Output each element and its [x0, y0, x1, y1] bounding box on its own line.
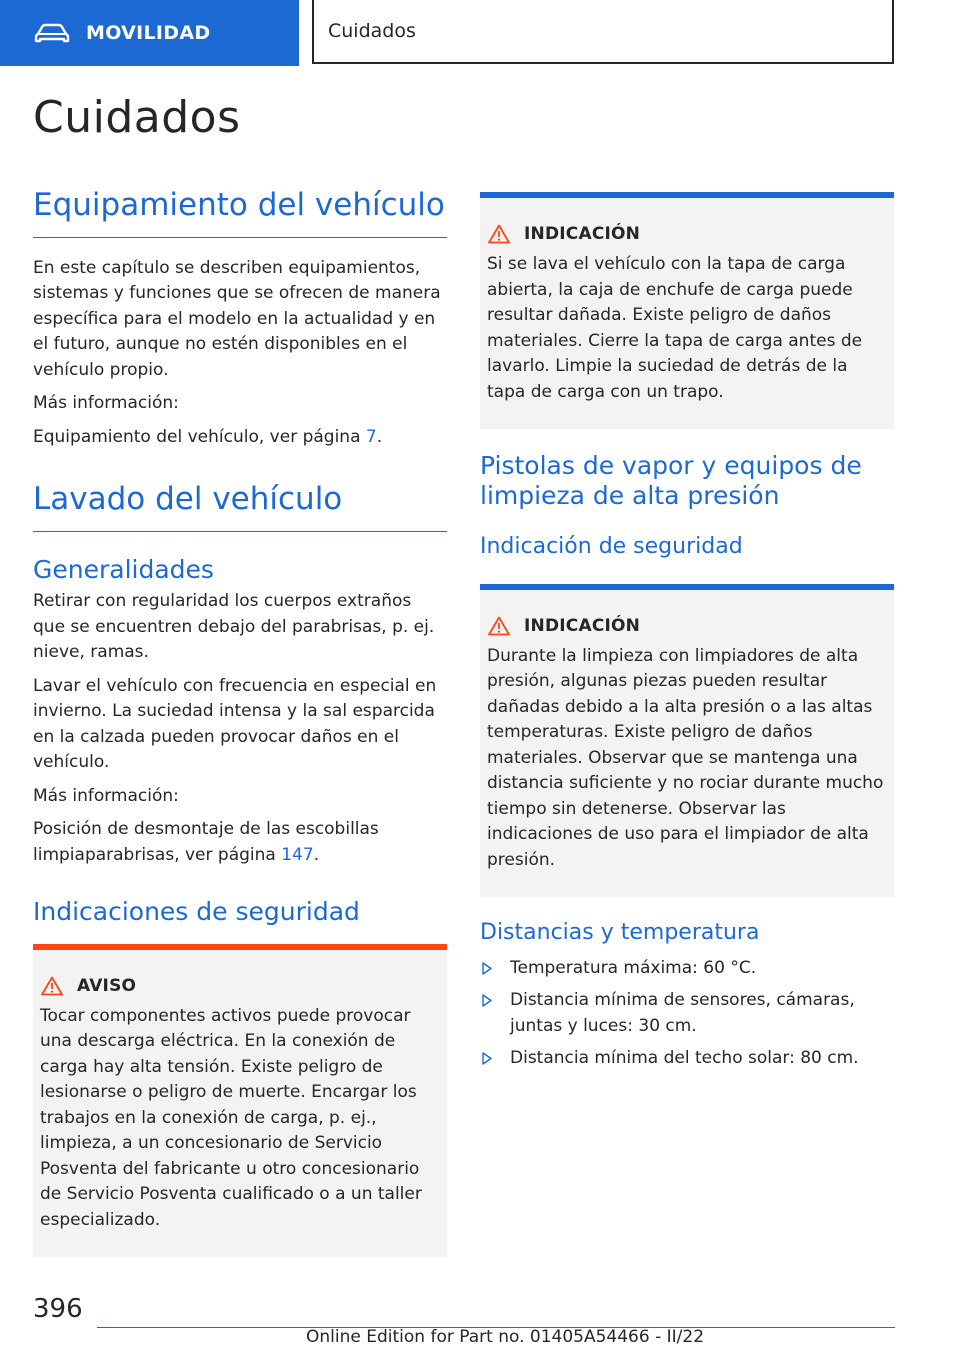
right-column [480, 192, 894, 1079]
generalidades-reference-text: Posición de desmontaje de las escobillas limpiaparabrisas, ver página [33, 819, 379, 865]
list-item-text: Distancia mínima de sensores, cámaras, juntas y luces: 30 cm. [510, 990, 855, 1036]
warning-triangle-icon [488, 616, 510, 636]
equipamiento-paragraph: En este capítulo se describen equipamientos, sistemas y funciones que se ofrecen de manera específica para el modelo en la actualidad y en el futuro, aunque no estén disponibles en el vehículo propio. [33, 257, 441, 380]
pistolas-heading: Pistolas de vapor y equipos de limpieza de alta presión [480, 451, 862, 510]
generalidades-paragraph-1: Retirar con regularidad los cuerpos extraños que se encuentren debajo del parabrisas, p. ej. nieve, ramas. [33, 591, 435, 663]
distancias-list [480, 956, 894, 1072]
aviso-text: Tocar componentes activos puede provocar una descarga eléctrica. En la conexión de carga hay alta tensión. Existe peligro de lesionarse o peligro de muerte. Encargar los trabajos en la conexión de carga, p. ej., limpieza, a un concesionario de Servicio Posventa del fabricante u otro concesionario de Servicio Posventa cualificado o a un taller especializado. [40, 1005, 422, 1230]
left-column [33, 186, 447, 1257]
triangle-bullet-icon [482, 994, 492, 1007]
warning-triangle-icon [488, 224, 510, 244]
indicacion-2-text: Durante la limpieza con limpiadores de alta presión, algunas piezas pueden resultar dañadas debido a la alta presión o a las altas temperaturas. Existe peligro de daños materiales. Observar que se mantenga una distancia suficiente y no rociar durante mucho tiempo sin detenerse. Observar las indicaciones de uso para el limpiador de alta presión. [487, 645, 884, 870]
distancias-heading: Distancias y temperatura [480, 920, 760, 946]
page-link-7[interactable]: 7 [365, 426, 377, 447]
list-item [480, 988, 894, 1039]
warning-triangle-icon [41, 976, 63, 996]
triangle-bullet-icon [482, 962, 492, 975]
triangle-bullet-icon [482, 1052, 492, 1065]
indicacion-box-1 [480, 192, 894, 429]
generalidades-reference: Posición de desmontaje de las escobillas limpiaparabrisas, ver página 147. [33, 819, 379, 865]
edition-note: Online Edition for Part no. 01405A54466 - II/22 [306, 1327, 705, 1347]
indicacion-box-2 [480, 584, 894, 898]
generalidades-more-info: Más información: [33, 785, 179, 806]
indicaciones-seguridad-heading: Indicaciones de seguridad [33, 897, 360, 927]
aviso-title: AVISO [77, 975, 137, 996]
generalidades-heading: Generalidades [33, 555, 214, 584]
chapter-label: Cuidados [328, 20, 416, 42]
list-item-text: Distancia mínima del techo solar: 80 cm. [510, 1048, 859, 1069]
equipamiento-heading: Equipamiento del vehículo [33, 186, 447, 238]
indicacion-1-title: INDICACIÓN [524, 224, 641, 244]
aviso-header [41, 976, 440, 996]
page-link-147[interactable]: 147 [281, 844, 314, 865]
equipamiento-more-info: Más información: [33, 393, 179, 414]
car-icon [34, 21, 72, 45]
equipamiento-reference-text: Equipamiento del vehículo, ver página [33, 426, 366, 447]
page-title: Cuidados [33, 92, 241, 143]
indicacion-1-header [488, 224, 887, 244]
page-number: 396 [33, 1294, 83, 1324]
lavado-heading: Lavado del vehículo [33, 480, 447, 532]
indicacion-seguridad-heading: Indicación de seguridad [480, 534, 743, 559]
list-item [480, 956, 894, 982]
indicacion-2-title: INDICACIÓN [524, 615, 641, 636]
indicacion-1-text: Si se lava el vehículo con la tapa de carga abierta, la caja de enchufe de carga puede resultar dañada. Existe peligro de daños materiales. Cierre la tapa de carga antes de lavarlo. Limpie la suciedad de detrás de la tapa de carga con un trapo. [487, 254, 863, 402]
list-item-text: Temperatura máxima: 60 °C. [510, 957, 757, 978]
aviso-box [33, 944, 447, 1258]
indicacion-2-header [488, 616, 887, 636]
equipamiento-reference: Equipamiento del vehículo, ver página 7. [33, 426, 383, 447]
generalidades-paragraph-2: Lavar el vehículo con frecuencia en especial en invierno. La suciedad intensa y la sal esparcida en la calzada pueden provocar daños en el vehículo. [33, 675, 437, 773]
header-bar [0, 0, 960, 66]
section-tab[interactable] [0, 0, 299, 66]
chapter-label-box [312, 0, 894, 64]
list-item [480, 1046, 894, 1072]
section-label: MOVILIDAD [86, 22, 211, 44]
